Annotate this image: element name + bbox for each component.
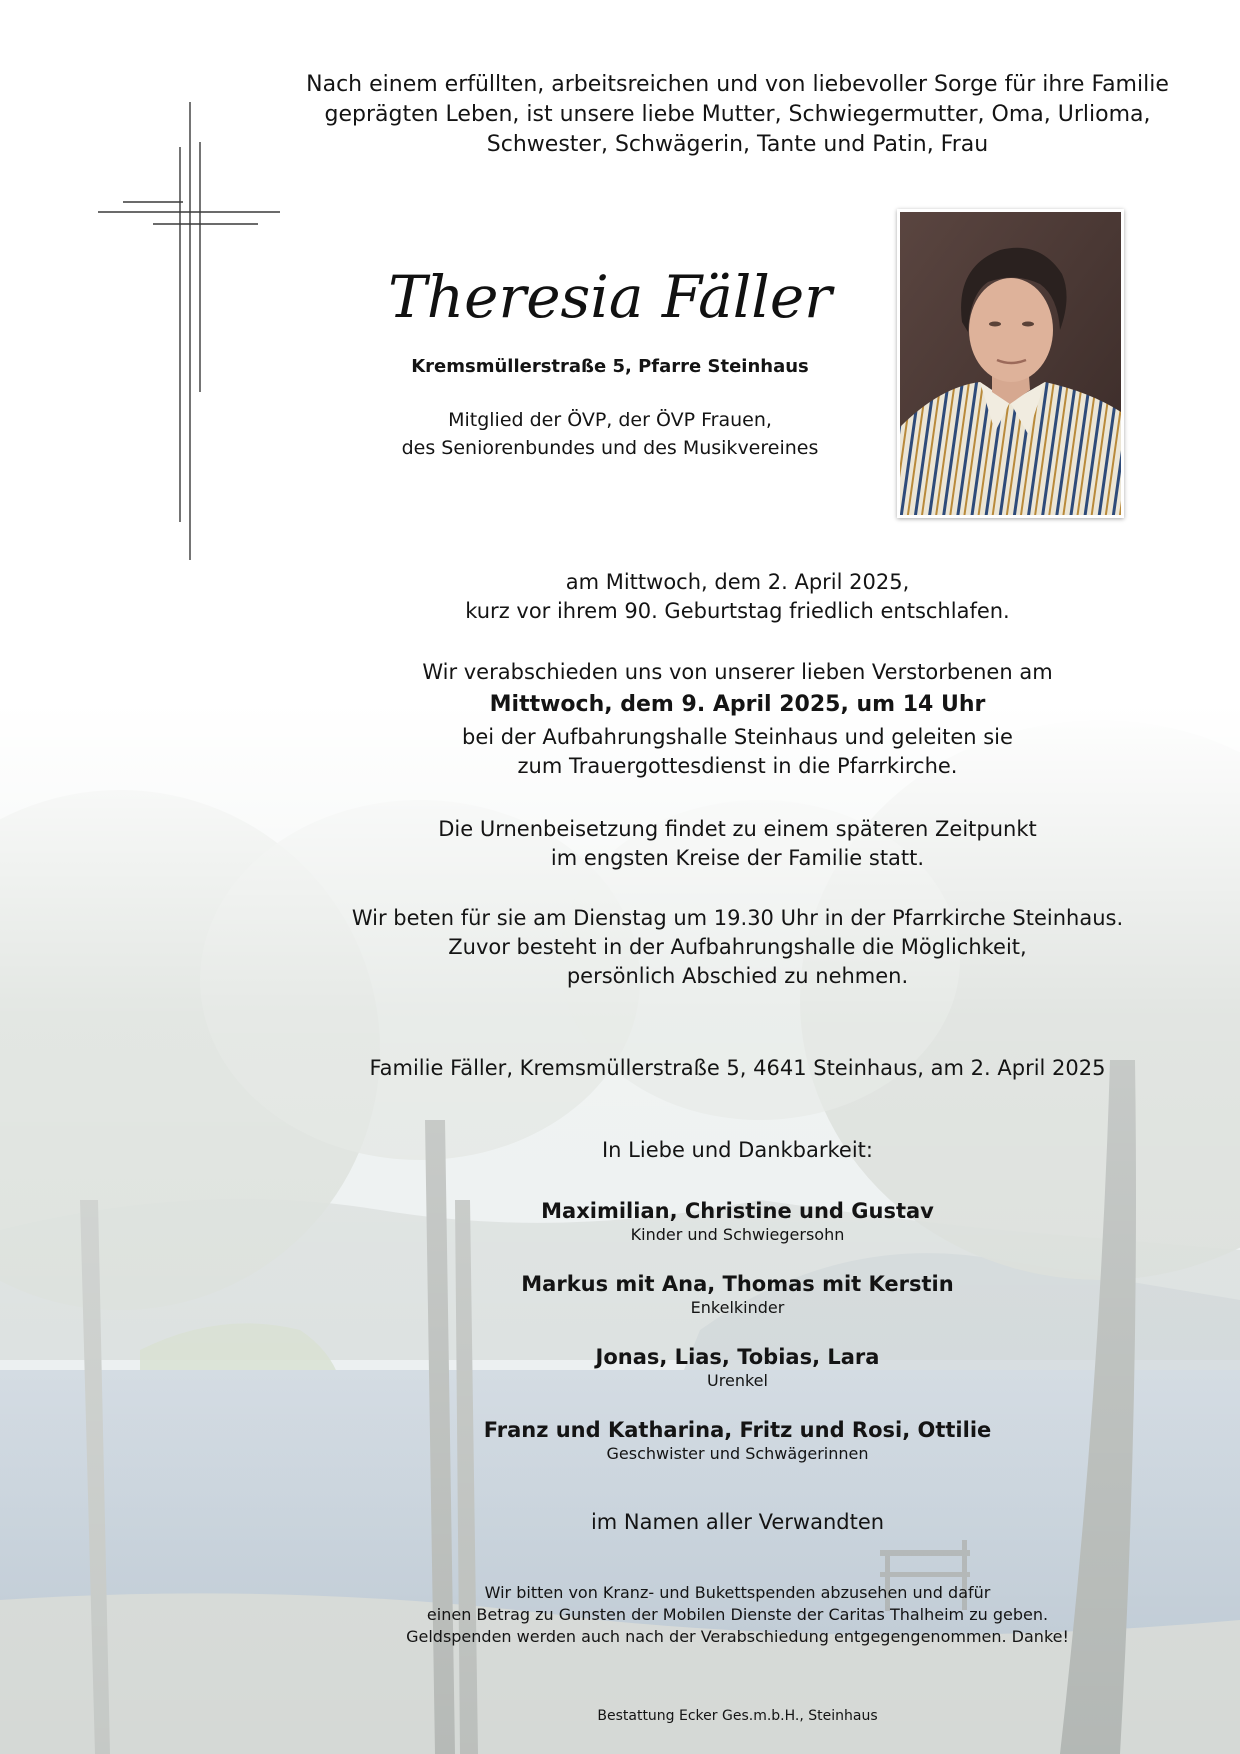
mourner-group: [300, 1416, 1175, 1464]
membership-text: [330, 406, 890, 462]
intro-line: Schwester, Schwägerin, Tante und Patin, Frau: [486, 132, 989, 157]
mourner-group: [300, 1343, 1175, 1391]
farewell-intro: Wir verabschieden uns von unserer lieben Verstorbenen am: [422, 660, 1053, 684]
mourner-relation: Kinder und Schwiegersohn: [630, 1225, 845, 1244]
urn-burial-text: [300, 815, 1175, 873]
donation-line: Wir bitten von Kranz- und Bukettspenden abzusehen und dafür: [484, 1583, 991, 1602]
membership-line: des Seniorenbundes und des Musikvereines: [401, 437, 819, 459]
mourner-relation: Geschwister und Schwägerinnen: [606, 1444, 869, 1463]
death-notice-line: kurz vor ihrem 90. Geburtstag friedlich entschlafen.: [465, 599, 1010, 623]
deceased-address: Kremsmüllerstraße 5, Pfarre Steinhaus: [411, 356, 809, 377]
death-notice: [300, 568, 1175, 626]
portrait-photo: [897, 209, 1124, 518]
urn-burial-line: im engsten Kreise der Familie statt.: [550, 846, 925, 870]
mourner-relation: Enkelkinder: [690, 1298, 785, 1317]
mourner-names: Markus mit Ana, Thomas mit Kerstin: [521, 1272, 954, 1296]
death-notice-line: am Mittwoch, dem 2. April 2025,: [565, 570, 910, 594]
mourner-group: [300, 1197, 1175, 1245]
mourner-names: Maximilian, Christine und Gustav: [541, 1199, 934, 1223]
mourner-names: Jonas, Lias, Tobias, Lara: [595, 1345, 880, 1369]
prayer-line: Wir beten für sie am Dienstag um 19.30 Uhr in der Pfarrkirche Steinhaus.: [351, 906, 1124, 930]
cross-icon: [98, 102, 284, 564]
gratitude-line: In Liebe und Dankbarkeit:: [601, 1138, 873, 1162]
membership-line: Mitglied der ÖVP, der ÖVP Frauen,: [448, 409, 772, 431]
farewell-detail-line: bei der Aufbahrungshalle Steinhaus und geleiten sie: [462, 725, 1013, 749]
prayer-text: [300, 904, 1175, 991]
prayer-line: Zuvor besteht in der Aufbahrungshalle die Möglichkeit,: [448, 935, 1027, 959]
farewell-datetime: Mittwoch, dem 9. April 2025, um 14 Uhr: [489, 692, 986, 717]
deceased-name: Theresia Fäller: [388, 263, 832, 331]
family-address: Familie Fäller, Kremsmüllerstraße 5, 4641 Steinhaus, am 2. April 2025: [369, 1056, 1106, 1080]
intro-line: Nach einem erfüllten, arbeitsreichen und von liebevoller Sorge für ihre Familie: [306, 72, 1169, 97]
donation-request: [300, 1582, 1175, 1648]
intro-line: geprägten Leben, ist unsere liebe Mutter, Schwiegermutter, Oma, Urlioma,: [324, 102, 1151, 127]
mourner-group: [300, 1270, 1175, 1318]
urn-burial-line: Die Urnenbeisetzung findet zu einem späteren Zeitpunkt: [438, 817, 1037, 841]
mourner-relation: Urenkel: [707, 1371, 768, 1390]
donation-line: Geldspenden werden auch nach der Verabschiedung entgegengenommen. Danke!: [406, 1627, 1069, 1646]
relatives-line: im Namen aller Verwandten: [590, 1510, 885, 1534]
mourner-names: Franz und Katharina, Fritz und Rosi, Ottilie: [483, 1418, 992, 1442]
intro-text: [300, 70, 1175, 160]
farewell-detail-line: zum Trauergottesdienst in die Pfarrkirche.: [517, 754, 958, 778]
funeral-home-footer: Bestattung Ecker Ges.m.b.H., Steinhaus: [597, 1708, 878, 1724]
prayer-line: persönlich Abschied zu nehmen.: [566, 964, 909, 988]
farewell-section: [300, 658, 1175, 781]
donation-line: einen Betrag zu Gunsten der Mobilen Dienste der Caritas Thalheim zu geben.: [426, 1605, 1049, 1624]
portrait-image: [900, 212, 1121, 515]
